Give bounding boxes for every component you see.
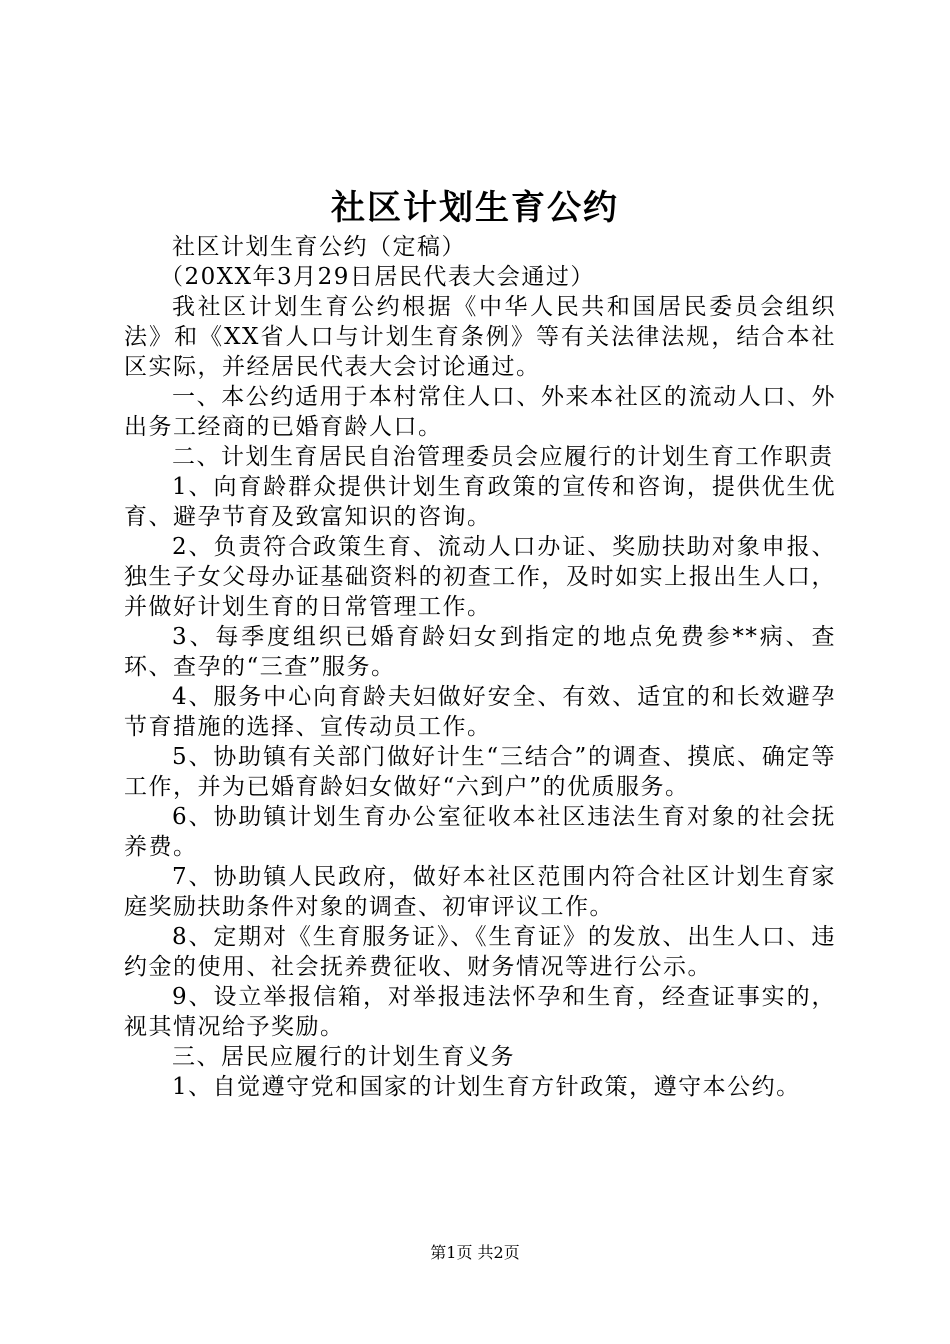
paragraph-item-4: 4、服务中心向育龄夫妇做好安全、有效、适宜的和长效避孕节育措施的选择、宣传动员工作。 [124, 684, 836, 740]
paragraph-item-9: 9、设立举报信箱，对举报违法怀孕和生育，经查证事实的，视其情况给予奖励。 [124, 984, 836, 1040]
paragraph-item-6: 6、协助镇计划生育办公室征收本社区违法生育对象的社会抚养费。 [124, 804, 836, 860]
paragraph-item-2: 2、负责符合政策生育、流动人口办证、奖励扶助对象申报、独生子女父母办证基础资料的初查工作，及时如实上报出生人口，并做好计划生育的日常管理工作。 [124, 534, 836, 620]
document-body [124, 232, 836, 1102]
paragraph-item-1: 1、向育龄群众提供计划生育政策的宣传和咨询，提供优生优育、避孕节育及致富知识的咨询。 [124, 474, 836, 530]
paragraph-section-1: 一、本公约适用于本村常住人口、外来本社区的流动人口、外出务工经商的已婚育龄人口。 [124, 384, 836, 440]
document-title: 社区计划生育公约 [331, 188, 619, 228]
paragraph-subtitle: 社区计划生育公约（定稿） [172, 234, 466, 260]
paragraph-item-5: 5、协助镇有关部门做好计生“三结合”的调查、摸底、确定等工作，并为已婚育龄妇女做好“六到户”的优质服务。 [124, 744, 836, 800]
paragraph-duty-1: 1、自觉遵守党和国家的计划生育方针政策，遵守本公约。 [172, 1074, 801, 1100]
paragraph-section-2-heading: 二、计划生育居民自治管理委员会应履行的计划生育工作职责 [172, 444, 834, 470]
paragraph-item-8: 8、定期对《生育服务证》、《生育证》的发放、出生人口、违约金的使用、社会抚养费征收、财务情况等进行公示。 [124, 924, 836, 980]
page-number-footer: 第1页 共2页 [430, 1243, 520, 1262]
paragraph-item-7: 7、协助镇人民政府，做好本社区范围内符合社区计划生育家庭奖励扶助条件对象的调查、初审评议工作。 [124, 864, 836, 920]
paragraph-date-note: （20XX年3月29日居民代表大会通过） [160, 264, 595, 290]
paragraph-section-3-heading: 三、居民应履行的计划生育义务 [172, 1044, 515, 1070]
paragraph-intro: 我社区计划生育公约根据《中华人民共和国居民委员会组织法》和《XX省人口与计划生育条例》等有关法律法规，结合本社区实际，并经居民代表大会讨论通过。 [124, 294, 836, 380]
paragraph-item-3: 3、每季度组织已婚育龄妇女到指定的地点免费参**病、查环、查孕的“三查”服务。 [124, 624, 836, 680]
